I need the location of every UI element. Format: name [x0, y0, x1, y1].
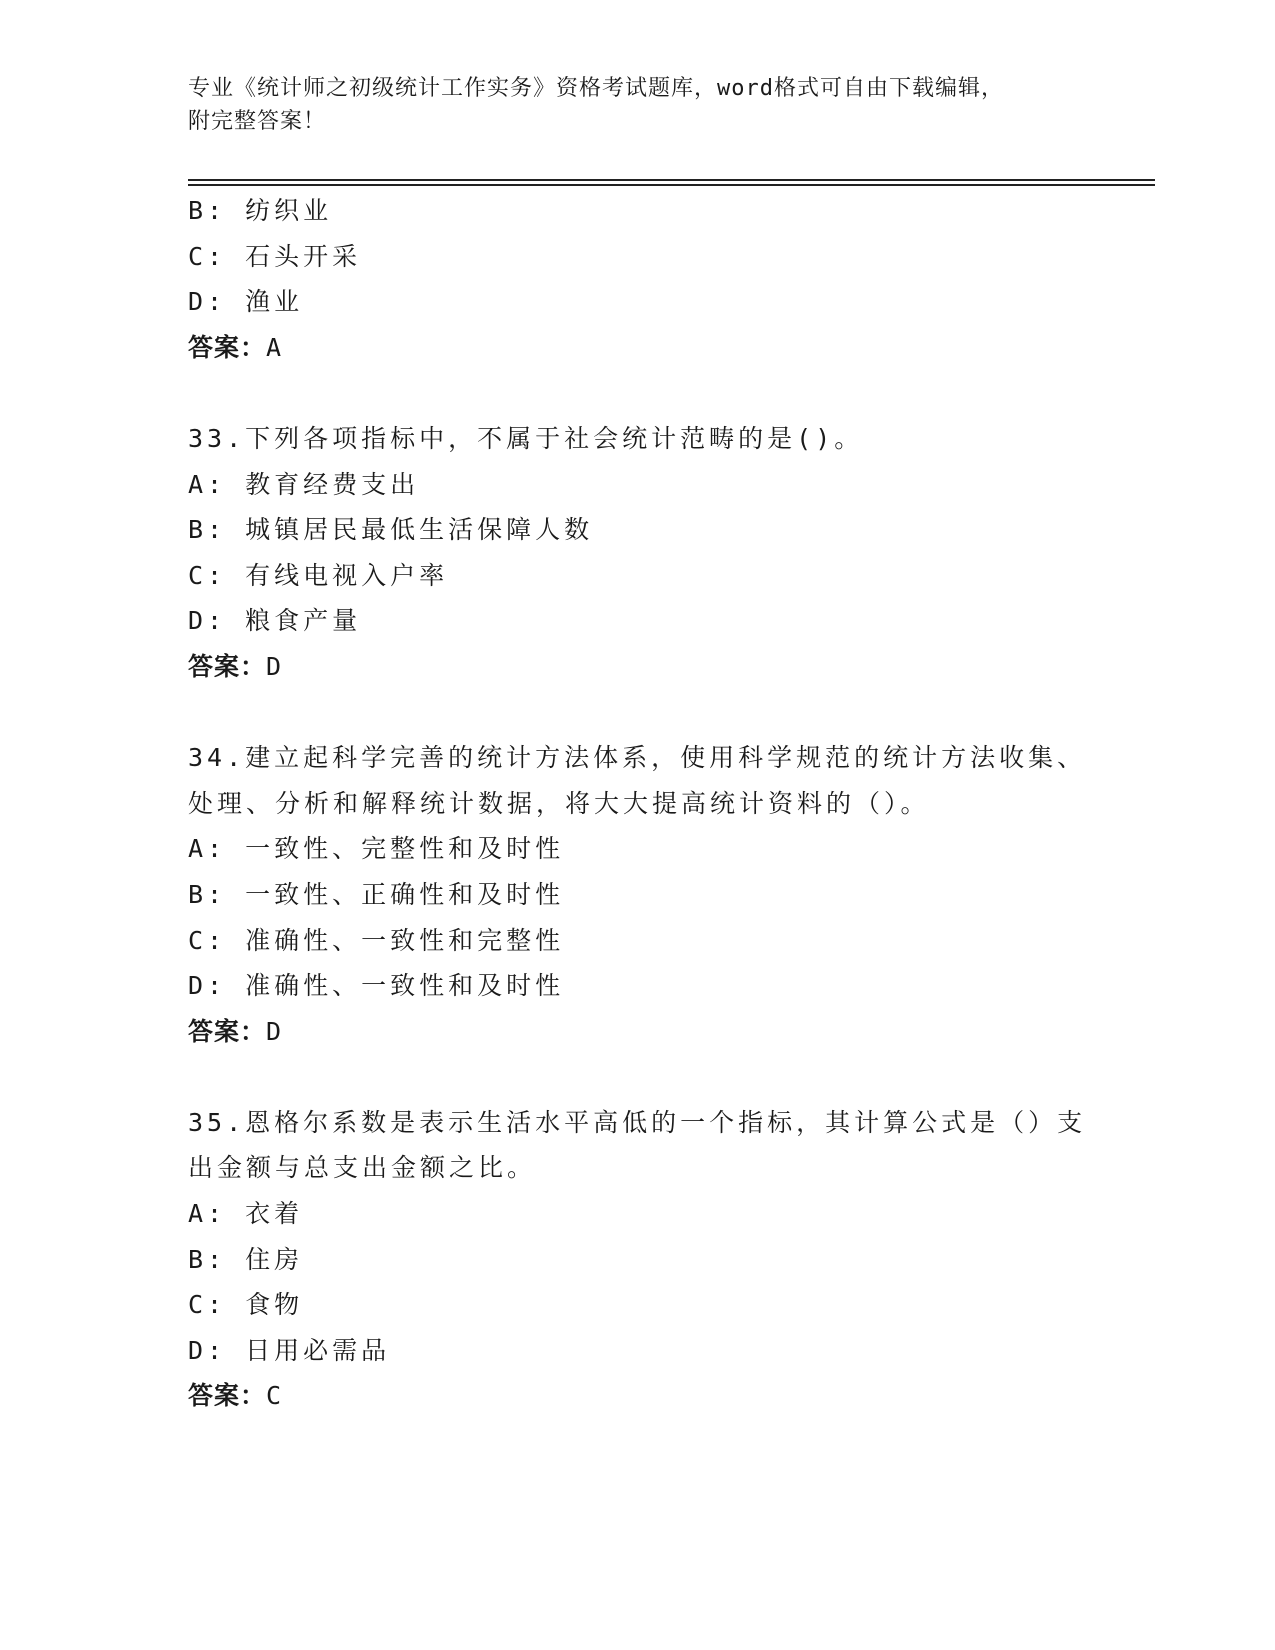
header-line-2: 附完整答案！ [188, 109, 327, 134]
option-b: B: 住房 [188, 1244, 304, 1274]
header-divider-top [188, 179, 1155, 181]
option-d: D: 粮食产量 [188, 606, 362, 636]
option-a: A: 衣着 [188, 1199, 304, 1229]
answer-label: 答案： [188, 332, 267, 362]
question-stem: 34.建立起科学完善的统计方法体系，使用科学规范的统计方法收集、处理、分析和解释统计数据，将大大提高统计资料的（）。 [188, 743, 1087, 818]
question-stem: 35.恩格尔系数是表示生活水平高低的一个指标，其计算公式是（）支出金额与总支出金额之比。 [188, 1107, 1087, 1183]
answer-line [188, 644, 1088, 690]
option-d: D: 日用必需品 [188, 1335, 391, 1365]
question-34 [188, 735, 1088, 1054]
answer-label: 答案： [188, 1016, 267, 1046]
answer-value: D [266, 651, 284, 681]
answer-line [188, 1009, 1088, 1055]
question-32-continued [188, 188, 1088, 370]
answer-label: 答案： [188, 1381, 267, 1411]
spacer [188, 370, 1088, 416]
spacer [188, 690, 1088, 736]
option-c: C: 石头开采 [188, 241, 362, 271]
answer-value: C [266, 1381, 284, 1411]
answer-line [188, 1373, 1088, 1419]
option-b: B: 一致性、正确性和及时性 [188, 879, 565, 909]
option-d: D: 渔业 [188, 287, 304, 317]
option-c: C: 食物 [188, 1290, 304, 1320]
question-stem: 33.下列各项指标中，不属于社会统计范畴的是()。 [188, 423, 864, 453]
option-c: C: 有线电视入户率 [188, 560, 449, 590]
answer-value: D [266, 1016, 284, 1046]
document-body [188, 188, 1088, 1419]
document-header [188, 72, 1088, 138]
option-a: A: 教育经费支出 [188, 469, 420, 499]
option-d: D: 准确性、一致性和及时性 [188, 971, 565, 1001]
option-b: B: 城镇居民最低生活保障人数 [188, 515, 594, 545]
spacer [188, 1054, 1088, 1100]
question-33 [188, 416, 1088, 690]
answer-value: A [266, 332, 284, 362]
answer-label: 答案： [188, 651, 267, 681]
option-b: B: 纺织业 [188, 196, 333, 225]
option-a: A: 一致性、完整性和及时性 [188, 834, 565, 864]
answer-line [188, 325, 1088, 371]
header-divider-bottom [188, 184, 1155, 186]
question-35 [188, 1100, 1088, 1419]
header-line-1: 专业《统计师之初级统计工作实务》资格考试题库，word格式可自由下载编辑， [188, 76, 1004, 101]
option-c: C: 准确性、一致性和完整性 [188, 925, 565, 955]
